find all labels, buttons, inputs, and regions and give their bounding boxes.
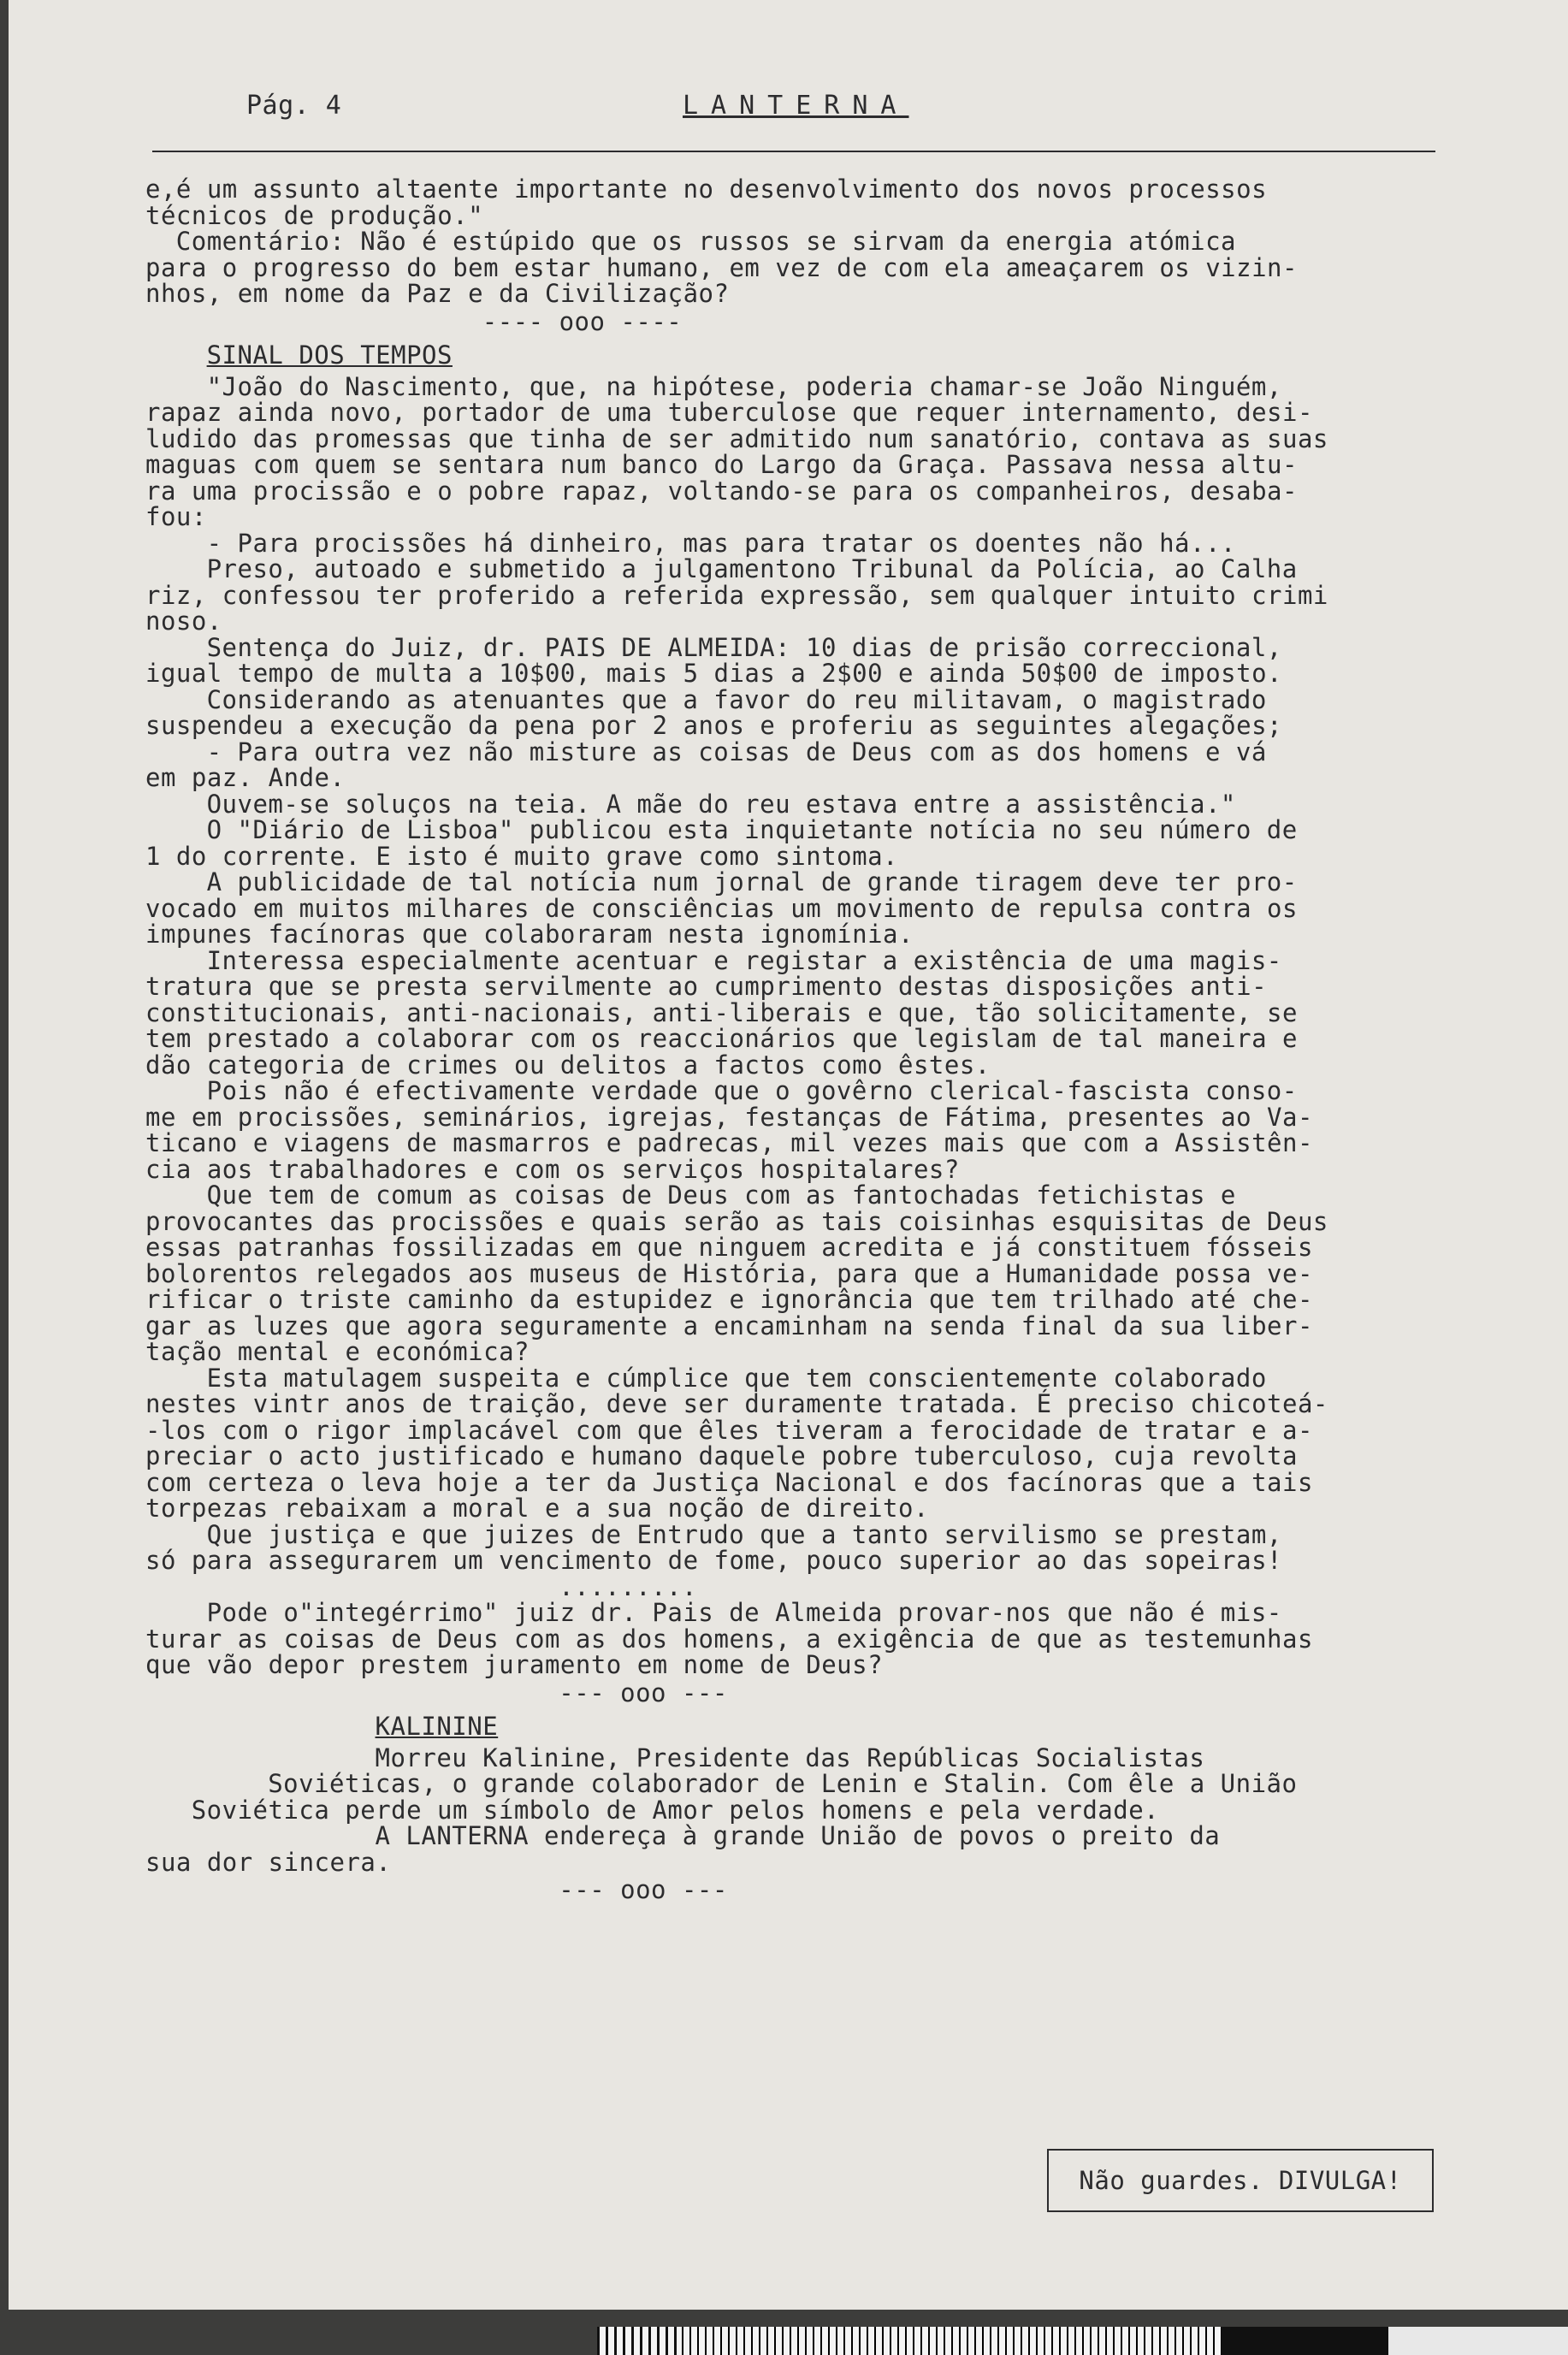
text-line [145, 423, 1454, 453]
section-heading [145, 1707, 1454, 1745]
text-line [145, 1626, 1454, 1653]
line-text: constitucionais, anti-nacionais, anti-liberais e que, tão solicitamente, se [145, 997, 1298, 1027]
newspaper-title: LANTERNA [683, 91, 909, 121]
line-text: maguas com quem se sentara num banco do Largo da Graça. Passava nessa altu- [145, 450, 1298, 479]
page-number: Pág. 4 [246, 91, 342, 121]
line-text: A LANTERNA endereça à grande União de povos o preito da [375, 1821, 1221, 1850]
text-line [145, 739, 1454, 766]
line-text: - Para procissões há dinheiro, mas para tratar os doentes não há... [206, 528, 1236, 558]
text-line [145, 945, 1454, 975]
ruler-white-block [1388, 2327, 1568, 2355]
text-line [145, 228, 1454, 255]
callout-box [1047, 2149, 1434, 2212]
line-text: cia aos trabalhadores e com os serviços hospitalares? [145, 1154, 960, 1184]
text-line [145, 869, 1454, 896]
text-line [145, 1467, 1454, 1497]
text-line [145, 1078, 1454, 1104]
text-line [145, 452, 1454, 478]
line-text: fou: [145, 502, 207, 531]
scale-ruler [597, 2327, 1568, 2355]
line-text: torpezas rebaixam a moral e a sua noção de direito. [145, 1494, 929, 1523]
line-text: Sentença do Juiz, dr. PAIS DE ALMEIDA: 10 dias de prisão correccional, [206, 632, 1282, 662]
callout-text: Não guardes. DIVULGA! [1079, 2166, 1402, 2195]
text-line [145, 1339, 1454, 1365]
line-text: preciar o acto justificado e humano daquele pobre tuberculoso, cuja revolta [145, 1441, 1298, 1470]
text-line [145, 176, 1454, 203]
line-text: suspendeu a execução da pena por 2 anos e proferiu as seguintes alegações; [145, 711, 1283, 740]
line-text: impunes facínoras que colaboraram nesta ignomínia. [145, 920, 914, 949]
line-text: nhos, em nome da Paz e da Civilização? [145, 279, 730, 308]
text-line [145, 817, 1454, 843]
line-text: Ouvem-se soluços na teia. A mãe do reu estava entre a assistência." [206, 789, 1236, 819]
text-line [145, 1495, 1454, 1522]
line-text: KALININE [375, 1711, 499, 1741]
header-rule [152, 151, 1435, 152]
document-page [9, 0, 1568, 2310]
text-line [145, 1547, 1454, 1574]
text-line [145, 1443, 1454, 1470]
line-text: provocantes das procissões e quais serão as tais coisinhas esquisitas de Deus [145, 1206, 1328, 1236]
text-line [145, 1652, 1454, 1678]
line-text: só para assegurarem um vencimento de fome, pouco superior ao das sopeiras! [145, 1546, 1283, 1575]
line-text: ra uma procissão e o pobre rapaz, voltando-se para os companheiros, desaba- [145, 476, 1298, 506]
text-line [145, 1258, 1454, 1288]
text-line [145, 843, 1454, 870]
text-line [145, 1745, 1454, 1772]
ruler-black-block [1222, 2327, 1388, 2355]
text-line [145, 973, 1454, 1000]
line-text: nestes vintr anos de traição, deve ser duramente tratada. É preciso chicoteá- [145, 1389, 1328, 1418]
line-text: igual tempo de multa a 10$00, mais 5 dias a 2$00 e ainda 50$00 de imposto. [145, 659, 1283, 688]
line-text: e,é um assunto altaente importante no desenvolvimento dos novos processos [145, 175, 1268, 204]
text-line [145, 478, 1454, 505]
line-text: gar as luzes que agora seguramente a encaminham na senda final da sua liber- [145, 1311, 1313, 1340]
text-line [145, 997, 1454, 1027]
line-text: Que justiça e que juizes de Entrudo que a tanto servilismo se prestam, [206, 1519, 1282, 1549]
text-line [145, 1026, 1454, 1052]
text-line [145, 200, 1454, 230]
line-text: vocado em muitos milhares de consciências um movimento de repulsa contra os [145, 893, 1298, 923]
section-heading [145, 336, 1454, 374]
text-line [145, 1130, 1454, 1157]
line-text: Soviética perde um símbolo de Amor pelos homens e pela verdade. [191, 1795, 1160, 1825]
line-text: O "Diário de Lisboa" publicou esta inquietante notícia no seu número de [206, 815, 1298, 844]
line-text: Pois não é efectivamente verdade que o govêrno clerical-fascista conso- [206, 1076, 1298, 1105]
line-text: --- ooo --- [559, 1677, 728, 1707]
article-body [145, 176, 1454, 1904]
section-separator [145, 1678, 1454, 1707]
text-line [145, 399, 1454, 426]
section-separator [145, 307, 1454, 336]
line-text: com certeza o leva hoje a ter da Justiça Nacional e dos facínoras que a tais [145, 1467, 1313, 1497]
line-text: essas patranhas fossilizadas em que ninguem acredita e já constituem fósseis [145, 1233, 1313, 1262]
text-line [145, 1206, 1454, 1236]
text-line [145, 1391, 1454, 1417]
line-text: ludido das promessas que tinha de ser admitido num sanatório, contava as suas [145, 423, 1328, 453]
line-text: SINAL DOS TEMPOS [206, 340, 453, 370]
line-text: ticano e viagens de masmarros e padrecas, mil vezes mais que com a Assistên- [145, 1128, 1313, 1157]
line-text: Considerando as atenuantes que a favor do reu militavam, o magistrado [206, 684, 1267, 714]
line-text: ---- ooo ---- [482, 306, 683, 336]
text-line [145, 713, 1454, 739]
text-line [145, 556, 1454, 583]
text-line [145, 765, 1454, 791]
line-text: 1 do corrente. E isto é muito grave como sintoma. [145, 841, 899, 871]
text-line [145, 1234, 1454, 1261]
line-text: em paz. Ande. [145, 763, 346, 792]
line-text: Esta matulagem suspeita e cúmplice que tem conscientemente colaborado [206, 1363, 1267, 1393]
section-separator [145, 1875, 1454, 1904]
text-line [145, 530, 1454, 557]
line-text: Que tem de comum as coisas de Deus com as fantochadas fetichistas e [206, 1180, 1236, 1210]
line-text: rificar o triste caminho da estupidez e ignorância que tem trilhado até che- [145, 1285, 1313, 1314]
text-line [145, 580, 1454, 610]
text-line [145, 1287, 1454, 1313]
text-line [145, 1182, 1454, 1209]
text-line [145, 252, 1454, 282]
line-text: Pode o"integérrimo" juiz dr. Pais de Almeida provar-nos que não é mis- [206, 1598, 1282, 1627]
line-text: Morreu Kalinine, Presidente das Repúblicas Socialistas [375, 1743, 1205, 1772]
line-text: tratura que se presta servilmente ao cumprimento destas disposições anti- [145, 972, 1268, 1001]
text-line [145, 660, 1454, 687]
text-line [145, 1365, 1454, 1392]
text-line [145, 1571, 1454, 1601]
line-text: Interessa especialmente acentuar e registar a existência de uma magis- [206, 945, 1282, 975]
line-text: ......... [559, 1571, 697, 1601]
text-line [145, 1519, 1454, 1549]
text-line [145, 632, 1454, 662]
line-text: "João do Nascimento, que, na hipótese, poderia chamar-se João Ninguém, [206, 371, 1282, 401]
line-text: me em procissões, seminários, igrejas, festanças de Fátima, presentes ao Va- [145, 1102, 1313, 1132]
text-line [145, 1797, 1454, 1824]
text-line [145, 281, 1454, 307]
line-text: -los com o rigor implacável com que êles tiveram a ferocidade de tratar e a- [145, 1415, 1313, 1445]
text-line [145, 791, 1454, 818]
text-line [145, 1154, 1454, 1184]
line-text: rapaz ainda novo, portador de uma tuberculose que requer internamento, desi- [145, 398, 1313, 427]
line-text: que vão depor prestem juramento em nome de Deus? [145, 1650, 884, 1679]
page-header [152, 82, 1435, 133]
line-text: bolorentos relegados aos museus de História, para que a Humanidade possa ve- [145, 1258, 1313, 1288]
ruler-ticks [597, 2327, 678, 2355]
text-line [145, 1104, 1454, 1131]
text-line [145, 1823, 1454, 1849]
text-line [145, 1600, 1454, 1626]
line-text: dão categoria de crimes ou delitos a factos como êstes. [145, 1050, 991, 1080]
line-text: A publicidade de tal notícia num jornal de grande tiragem deve ter pro- [206, 867, 1298, 896]
text-line [145, 1417, 1454, 1444]
line-text: sua dor sincera. [145, 1847, 392, 1877]
line-text: para o progresso do bem estar humano, em vez de com ela ameaçarem os vizin- [145, 252, 1298, 282]
text-line [145, 684, 1454, 714]
text-line [145, 608, 1454, 635]
text-line [145, 1052, 1454, 1079]
line-text: tação mental e económica? [145, 1337, 530, 1366]
line-text: noso. [145, 607, 222, 636]
text-line [145, 1313, 1454, 1340]
line-text: turar as coisas de Deus com as dos homens, a exigência de que as testemunhas [145, 1624, 1313, 1654]
text-line [145, 371, 1454, 401]
line-text: riz, confessou ter proferido a referida expressão, sem qualquer intuito crimi [145, 580, 1328, 610]
line-text: Soviéticas, o grande colaborador de Lenin e Stalin. Com êle a União [268, 1769, 1298, 1798]
line-text: --- ooo --- [559, 1875, 728, 1904]
line-text: técnicos de produção." [145, 200, 484, 230]
text-line [145, 1771, 1454, 1797]
line-text: Comentário: Não é estúpido que os russos se sirvam da energia atómica [175, 227, 1237, 256]
text-line [145, 1849, 1454, 1876]
line-text: tem prestado a colaborar com os reaccionários que legislam de tal maneira e [145, 1024, 1298, 1053]
text-line [145, 921, 1454, 948]
text-line [145, 893, 1454, 923]
text-line [145, 504, 1454, 530]
line-text: - Para outra vez não misture as coisas de Deus com as dos homens e vá [206, 737, 1267, 766]
line-text: Preso, autoado e submetido a julgamentono Tribunal da Polícia, ao Calha [206, 554, 1298, 583]
